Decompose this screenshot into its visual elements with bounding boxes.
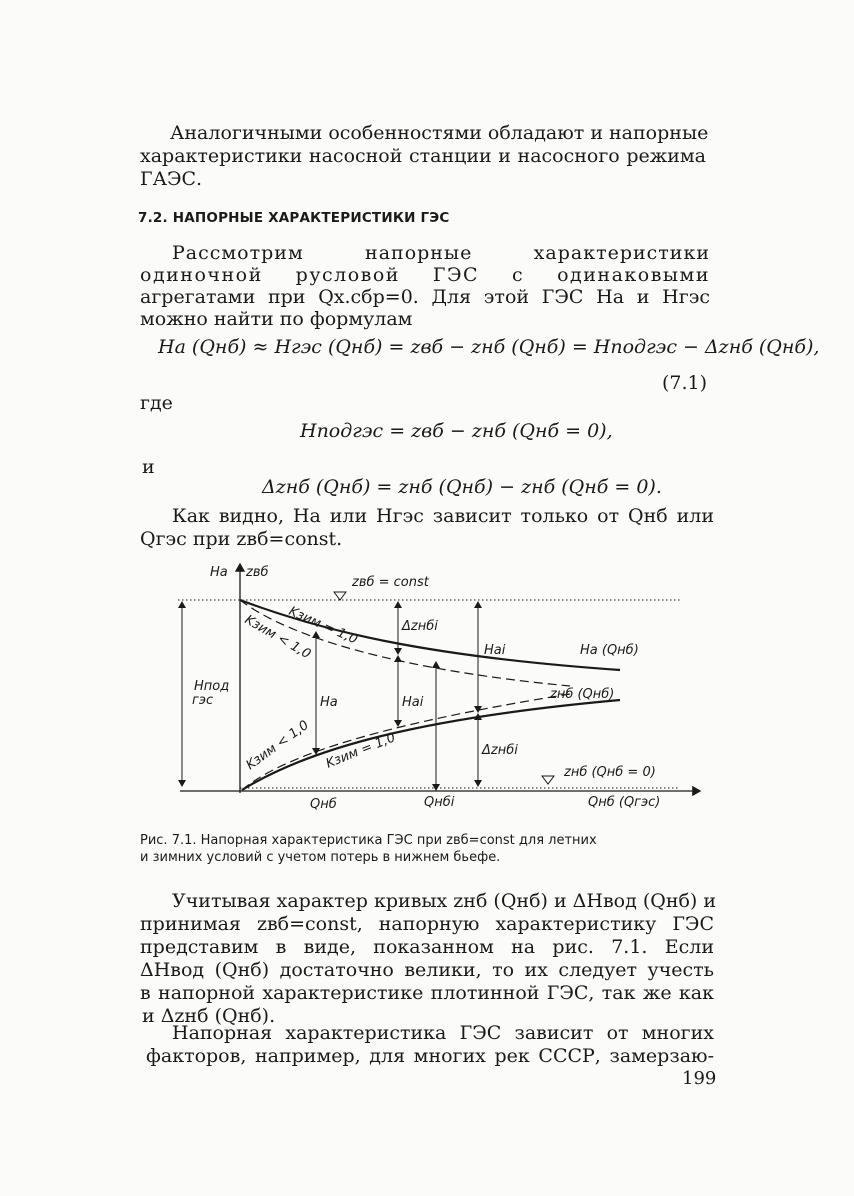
paragraph4-line5: в напорной характеристике плотинной ГЭС, так же как xyxy=(140,982,714,1004)
paragraph4-line1: Учитывая характер кривых zнб (Qнб) и ΔHвод (Qнб) и xyxy=(172,890,717,912)
label-ha-mid: Hа xyxy=(320,695,338,710)
formula-7-1: Hа (Qнб) ≈ Hгэс (Qнб) = zвб − zнб (Qнб) = Hподгэс − Δzнб (Qнб), xyxy=(158,336,820,358)
formula-h-pod: Hподгэс = zвб − zнб (Qнб = 0), xyxy=(300,420,613,442)
label-k-zim-eq-bottom: Kзим = 1,0 xyxy=(323,730,398,772)
paragraph1-line1: Аналогичными особенностями обладают и напорные xyxy=(170,122,709,144)
zvb-level-mark xyxy=(334,592,346,600)
label-h-pod-sub: гэс xyxy=(192,693,214,708)
figure-caption-line2: и зимних условий с учетом потерь в нижнем бьефе. xyxy=(140,850,501,865)
section-heading: 7.2. НАПОРНЫЕ ХАРАКТЕРИСТИКИ ГЭС xyxy=(138,210,450,226)
and-word: и xyxy=(142,456,155,478)
label-q-axis: Qнб (Qгэс) xyxy=(588,795,661,810)
paragraph3-line1: Как видно, Hа или Hгэс зависит только от Qнб или xyxy=(172,505,714,527)
formula-number: (7.1) xyxy=(662,372,708,394)
label-h-pod: Hпод xyxy=(194,679,230,694)
znb-level-mark xyxy=(542,776,554,784)
label-k-zim-eq-top: Kзим = 1,0 xyxy=(286,603,360,648)
label-zvb-axis: zвб xyxy=(246,565,269,580)
label-ha-curve: Hа (Qнб) xyxy=(580,643,639,658)
paragraph2-line4: можно найти по формулам xyxy=(140,308,413,330)
page-number: 199 xyxy=(682,1068,717,1089)
paragraph4-line3: представим в виде, показанном на рис. 7.1. Если xyxy=(140,936,714,958)
paragraph1-line2: характеристики насосной станции и насосного режима xyxy=(140,145,706,167)
label-hai-mid: Hаi xyxy=(402,695,424,710)
label-znb-curve: zнб (Qнб) xyxy=(550,687,615,702)
where-word: где xyxy=(140,392,173,414)
paragraph1-line3: ГАЭС. xyxy=(140,168,203,190)
paragraph2-line1: Рассмотрим напорные характеристики xyxy=(172,242,710,264)
paragraph4-line2: принимая zвб=const, напорную характеристику ГЭС xyxy=(140,913,714,935)
paragraph2-line3: агрегатами при Qх.сбр=0. Для этой ГЭС Hа и Hгэс xyxy=(140,286,710,308)
paragraph3-line2: Qгэс при zвб=const. xyxy=(140,528,343,550)
label-k-zim-lt-top: Kзим < 1,0 xyxy=(242,612,314,663)
paragraph5-line1: Напорная характеристика ГЭС зависит от многих xyxy=(172,1022,714,1044)
label-dz-top: Δzнбi xyxy=(402,619,438,634)
label-q-nb: Qнб xyxy=(310,797,337,812)
paragraph4-line6: и Δzнб (Qнб). xyxy=(142,1005,276,1027)
paragraph2-line2: одиночной русловой ГЭС с одинаковыми xyxy=(140,264,710,286)
formula-delta-z: Δzнб (Qнб) = zнб (Qнб) − zнб (Qнб = 0). xyxy=(262,476,662,498)
figure-caption-line1: Рис. 7.1. Напорная характеристика ГЭС при zвб=const для летних xyxy=(140,833,597,848)
figure-7-1 xyxy=(170,558,710,818)
paragraph5-line2: факторов, например, для многих рек СССР, замерзаю- xyxy=(146,1045,714,1067)
label-dz-bottom: Δzнбi xyxy=(482,743,518,758)
label-k-zim-lt-bottom: Kзим < 1,0 xyxy=(243,717,312,774)
label-ha-axis: Hа xyxy=(210,565,228,580)
label-znb-zero: zнб (Qнб = 0) xyxy=(564,765,656,780)
label-zvb-const: zвб = const xyxy=(352,575,429,590)
label-q-nbi: Qнбi xyxy=(424,795,455,810)
paragraph4-line4: ΔHвод (Qнб) достаточно велики, то их следует учесть xyxy=(140,959,714,981)
label-hai-top: Hаi xyxy=(484,643,506,658)
